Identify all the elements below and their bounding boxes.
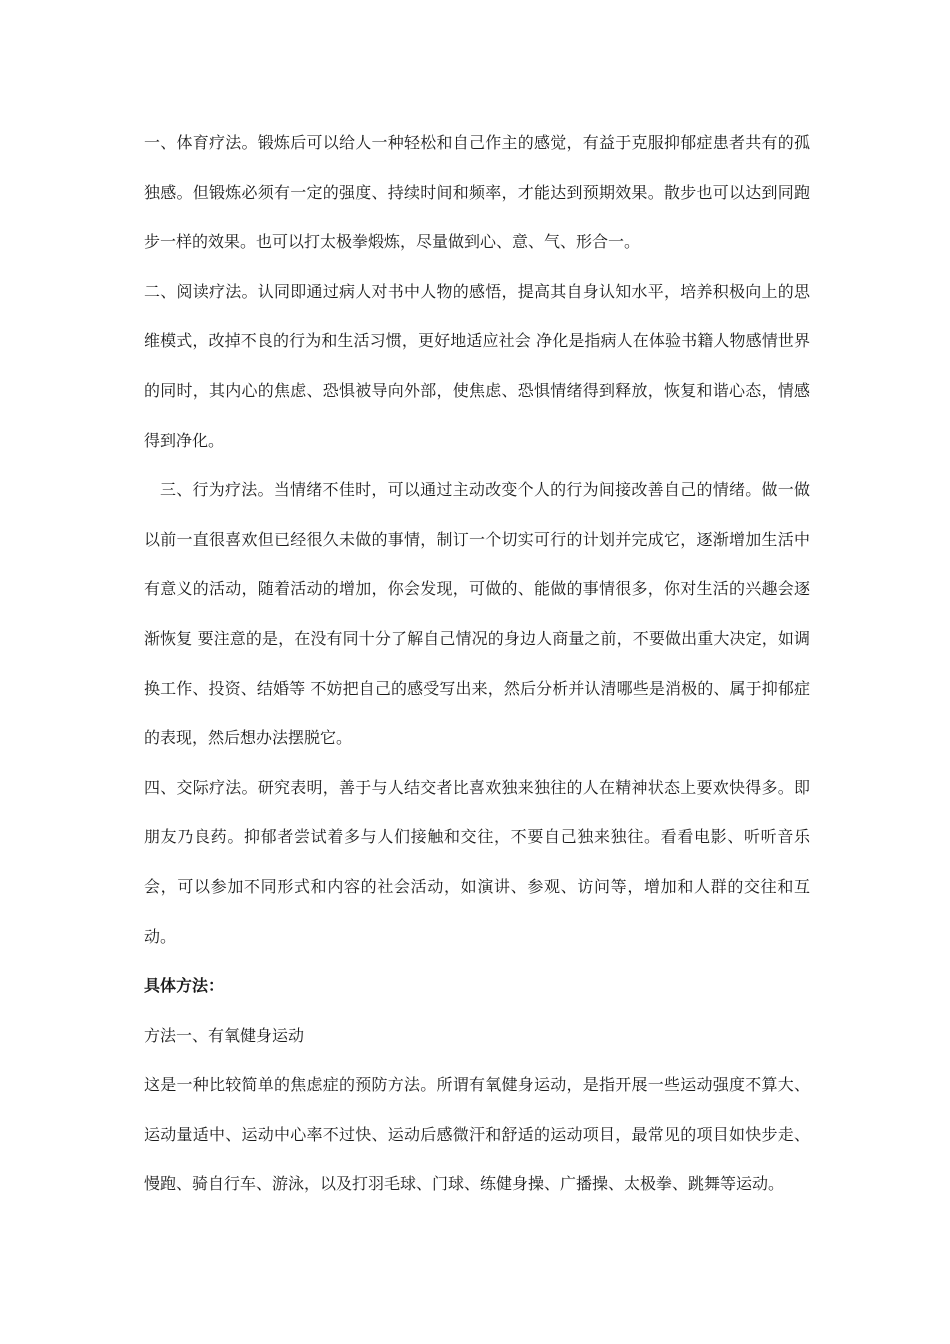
section-heading-specific-methods: 具体方法： xyxy=(144,976,225,996)
paragraph-reading-therapy: 二、阅读疗法。认同即通过病人对书中人物的感悟，提高其自身认知水平，培养积极向上的思维模式，改掉不良的行为和生活习惯，更好地适应社会 净化是指病人在体验书籍人物感情世界的同时，其内心的焦虑、恐惧被导向外部，使焦虑、恐惧情绪得到释放，恢复和谐心态，情感得到净化。 xyxy=(144,281,810,450)
paragraph-sports-therapy: 一、体育疗法。锻炼后可以给人一种轻松和自己作主的感觉，有益于克服抑郁症患者共有的孤独感。但锻炼必须有一定的强度、持续时间和频率，才能达到预期效果。散步也可以达到同跑步一样的效果。也可以打太极拳煅炼，尽量做到心、意、气、形合一。 xyxy=(144,133,810,252)
paragraph-aerobic-exercise: 这是一种比较简单的焦虑症的预防方法。所谓有氧健身运动，是指开展一些运动强度不算大、运动量适中、运动中心率不过快、运动后感微汗和舒适的运动项目，最常见的项目如快步走、慢跑、骑自行车、游泳，以及打羽毛球、门球、练健身操、广播操、太极拳、跳舞等运动。 xyxy=(144,1075,810,1194)
method-one-title: 方法一、有氧健身运动 xyxy=(144,1025,305,1045)
paragraph-behavior-therapy: 三、行为疗法。当情绪不佳时，可以通过主动改变个人的行为间接改善自己的情绪。做一做以前一直很喜欢但已经很久未做的事情，制订一个切实可行的计划并完成它，逐渐增加生活中有意义的活动，随着活动的增加，你会发现，可做的、能做的事情很多，你对生活的兴趣会逐渐恢复 要注意的是，在没有同十分了解自己情况的身边人商量之前，不要做出重大决定，如调换工作、投资、结婚等 不妨把自己的感受写出来，然后分析并认清哪些是消极的、属于抑郁症的表现，然后想办法摆脱它。 xyxy=(144,480,810,748)
paragraph-social-therapy: 四、交际疗法。研究表明，善于与人结交者比喜欢独来独往的人在精神状态上要欢快得多。即朋友乃良药。抑郁者尝试着多与人们接触和交往，不要自己独来独往。看看电影、听听音乐会，可以参加不同形式和内容的社会活动，如演讲、参观、访问等，增加和人群的交往和互动。 xyxy=(144,777,810,946)
document-body xyxy=(144,118,810,1209)
